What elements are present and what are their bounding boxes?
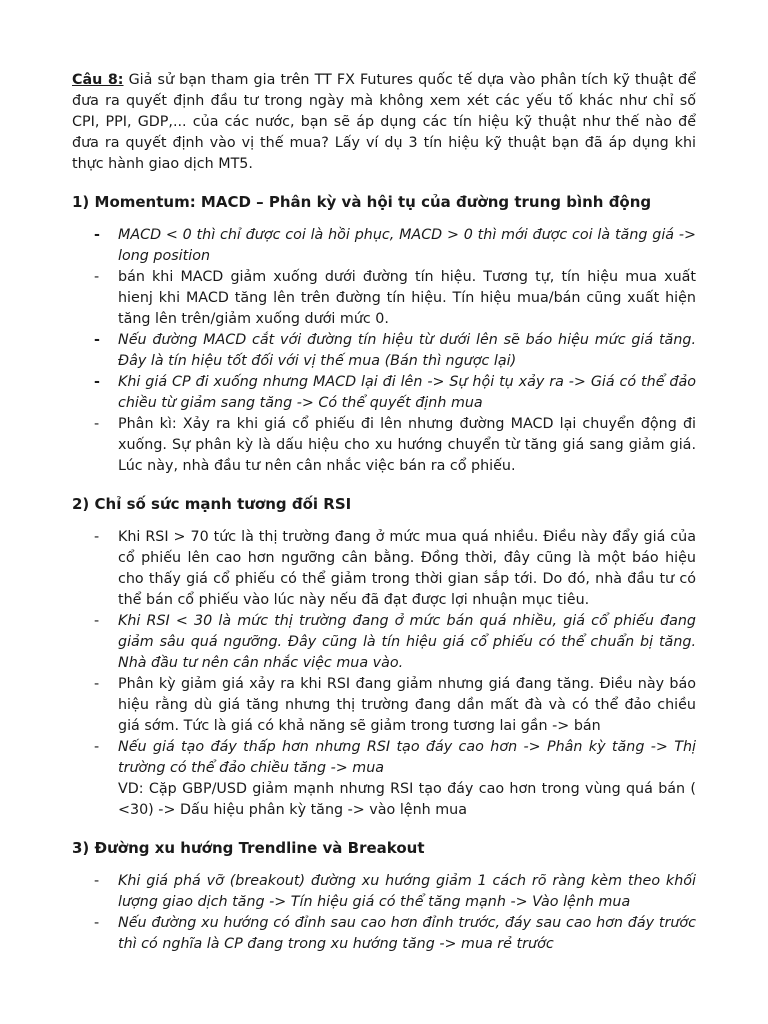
list-item	[72, 674, 696, 737]
list-item	[72, 225, 696, 267]
list-item	[72, 913, 696, 955]
list-item-text: Nếu đường MACD cắt với đường tín hiệu từ dưới lên sẽ báo hiệu mức giá tăng. Đây là tín hiệu tốt đối với vị thế mua (Bán thì ngược lại)	[118, 332, 696, 369]
bullet-dash: -	[94, 739, 100, 755]
list-item-text: Khi RSI < 30 là mức thị trường đang ở mức bán quá nhiều, giá cổ phiếu đang giảm sâu quá ngưỡng. Đây cũng là tín hiệu giá cổ phiếu có thể chuẩn bị tăng. Nhà đầu tư nên cân nhắc việc mua vào.	[118, 613, 696, 671]
list-item-text: Phân kỳ giảm giá xảy ra khi RSI đang giảm nhưng giá đang tăng. Điều này báo hiệu rằng dù giá tăng nhưng thị trường đang dần mất đà và có thể đảo chiều giá sớm. Tức là giá có khả năng sẽ giảm trong tương lai gần -> bán	[118, 676, 696, 734]
list-item	[72, 330, 696, 372]
bullet-dash: -	[94, 873, 100, 889]
section-list	[72, 225, 696, 477]
bullet-dash: -	[94, 529, 100, 545]
section-heading: 1) Momentum: MACD – Phân kỳ và hội tụ của đường trung bình động	[72, 193, 652, 211]
bullet-dash: -	[94, 227, 100, 243]
list-item-text: Nếu đường xu hướng có đỉnh sau cao hơn đỉnh trước, đáy sau cao hơn đáy trước thì có nghĩa là CP đang trong xu hướng tăng -> mua rẻ trước	[118, 915, 696, 952]
question-intro	[72, 70, 696, 175]
section-heading: 3) Đường xu hướng Trendline và Breakout	[72, 839, 425, 857]
list-item	[72, 414, 696, 477]
question-label: Câu 8:	[72, 72, 124, 88]
question-text: Giả sử bạn tham gia trên TT FX Futures quốc tế dựa vào phân tích kỹ thuật để đưa ra quyết định đầu tư trong ngày mà không xem xét các yếu tố khác như chỉ số CPI, PPI, GDP,... của các nước, bạn sẽ áp dụng các tín hiệu kỹ thuật như thế nào để đưa ra quyết định vào vị thế mua? Lấy ví dụ 3 tín hiệu kỹ thuật bạn đã áp dụng khi thực hành giao dịch MT5.	[72, 72, 696, 172]
list-item-text: Khi giá phá vỡ (breakout) đường xu hướng giảm 1 cách rõ ràng kèm theo khối lượng giao dịch tăng -> Tín hiệu giá có thể tăng mạnh -> Vào lệnh mua	[118, 873, 696, 910]
section-list	[72, 871, 696, 955]
section-list	[72, 527, 696, 821]
list-item-text: Khi RSI > 70 tức là thị trường đang ở mức mua quá nhiều. Điều này đẩy giá của cổ phiếu lên cao hơn ngưỡng cân bằng. Đồng thời, đây cũng là một báo hiệu cho thấy giá cổ phiếu có thể giảm trong thời gian sắp tới. Do đó, nhà đầu tư có thể bán cổ phiếu vào lúc này nếu đã đạt được lợi nhuận mục tiêu.	[118, 529, 696, 608]
list-item-text: Khi giá CP đi xuống nhưng MACD lại đi lên -> Sự hội tụ xảy ra -> Giá có thể đảo chiều từ giảm sang tăng -> Có thể quyết định mua	[118, 374, 696, 411]
list-item	[72, 611, 696, 674]
list-item-text: bán khi MACD giảm xuống dưới đường tín hiệu. Tương tự, tín hiệu mua xuất hienj khi MACD tăng lên trên đường tín hiệu. Tín hiệu mua/bán cũng xuất hiện tăng lên trên/giảm xuống dưới mức 0.	[118, 269, 696, 327]
bullet-dash: -	[94, 676, 100, 692]
document-page	[72, 70, 696, 955]
list-item	[72, 527, 696, 611]
bullet-dash: -	[94, 332, 100, 348]
list-item	[72, 871, 696, 913]
list-item-text: Phân kì: Xảy ra khi giá cổ phiếu đi lên nhưng đường MACD lại chuyển động đi xuống. Sự phân kỳ là dấu hiệu cho xu hướng chuyển từ tăng giá sang giảm giá. Lúc này, nhà đầu tư nên cân nhắc việc bán ra cổ phiếu.	[118, 416, 696, 474]
bullet-dash: -	[94, 416, 100, 432]
list-item-text: MACD < 0 thì chỉ được coi là hồi phục, MACD > 0 thì mới được coi là tăng giá -> long position	[118, 227, 696, 264]
list-item	[72, 737, 696, 821]
bullet-dash: -	[94, 613, 100, 629]
list-item	[72, 267, 696, 330]
sections	[72, 191, 696, 955]
list-item	[72, 372, 696, 414]
list-item-example: VD: Cặp GBP/USD giảm mạnh nhưng RSI tạo đáy cao hơn trong vùng quá bán ( <30) -> Dấu hiệu phân kỳ tăng -> vào lệnh mua	[118, 781, 696, 818]
bullet-dash: -	[94, 915, 100, 931]
bullet-dash: -	[94, 269, 100, 285]
section-heading: 2) Chỉ số sức mạnh tương đối RSI	[72, 495, 352, 513]
list-item-text: Nếu giá tạo đáy thấp hơn nhưng RSI tạo đáy cao hơn -> Phân kỳ tăng -> Thị trường có thể đảo chiều tăng -> mua	[118, 739, 696, 776]
bullet-dash: -	[94, 374, 100, 390]
